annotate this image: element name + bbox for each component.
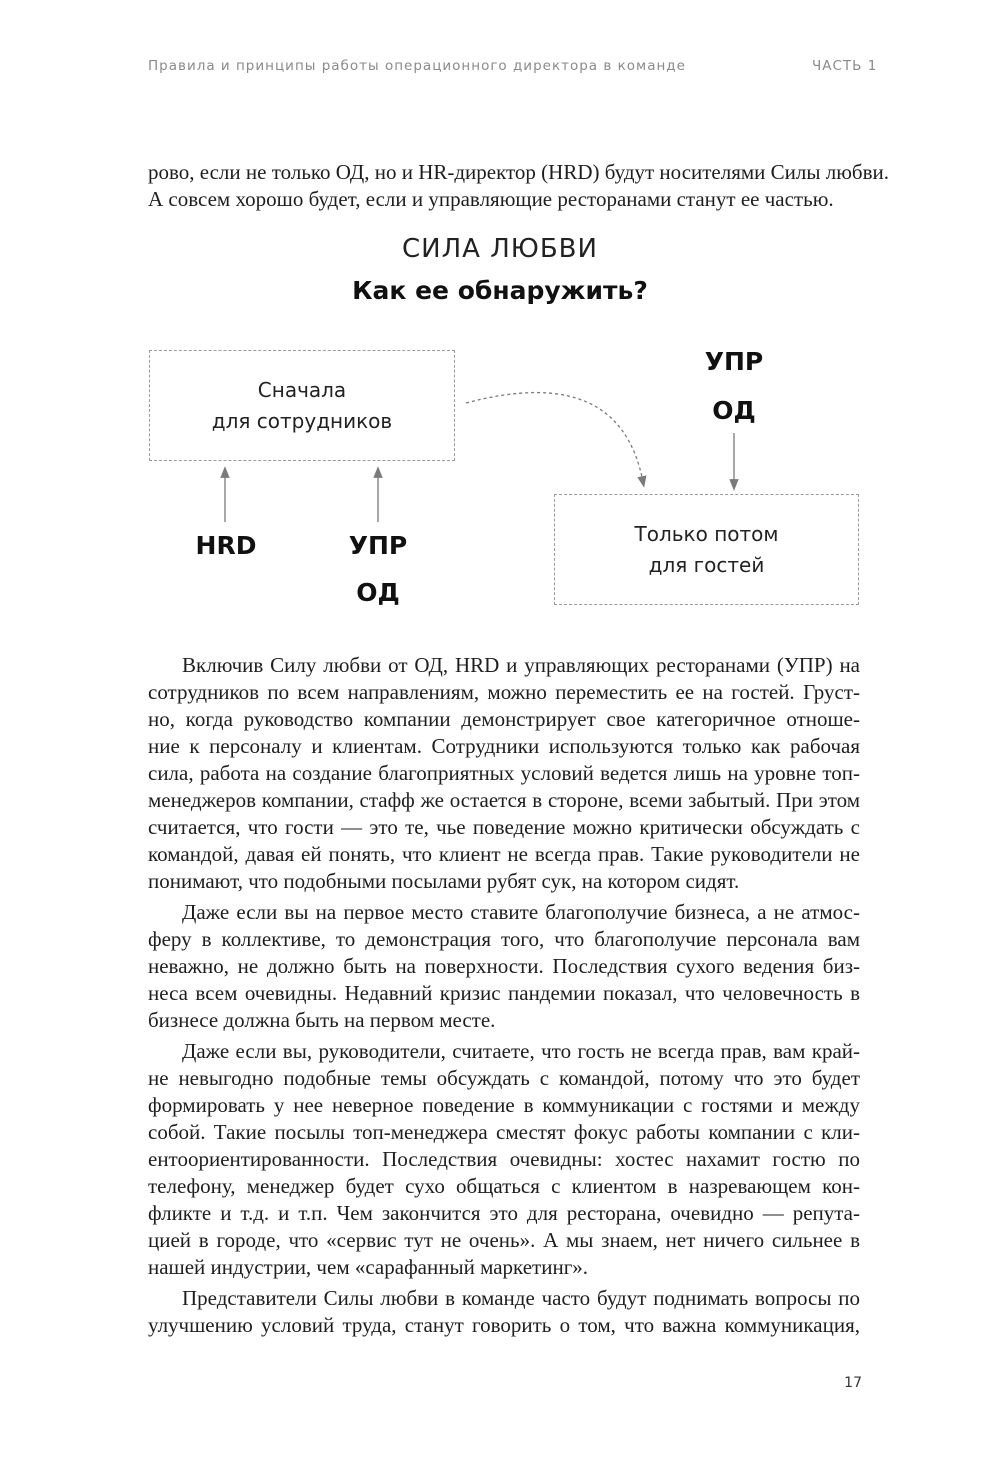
text-line: бизнесе должна быть на первом месте.: [148, 1008, 496, 1032]
text-line: понимают, что подобными посылами рубят сук, на котором сидят.: [148, 869, 740, 893]
text-line: сотрудников по всем направлениям, можно переместить ее на гостей. Груст-: [148, 680, 860, 704]
text-line: неважно, не должно быть на поверхности. Последствия сухого ведения биз-: [148, 954, 860, 978]
paragraph: [148, 1285, 860, 1339]
label-od-right: ОД: [712, 396, 756, 425]
text-line: формировать у нее неверное поведение в коммуникации с гостями и между: [148, 1093, 860, 1117]
paragraph: [148, 899, 860, 1034]
text-line: неса всем очевидны. Недавний кризис пандемии показал, что человечность в: [148, 981, 860, 1005]
text-line: менеджеров компании, стафф же остается в стороне, всеми забытый. При этом: [148, 788, 860, 812]
text-line: но, когда руководство компании демонстрирует свое категоричное отноше-: [148, 707, 860, 731]
running-header-title: Правила и принципы работы операционного директора в команде: [148, 58, 686, 74]
page-number: 17: [844, 1375, 862, 1391]
box-guests-line: для гостей: [648, 552, 765, 577]
box-guests-line: Только потом: [634, 521, 779, 546]
text-line: нашей индустрии, чем «сарафанный маркетинг».: [148, 1255, 589, 1279]
box-employees-line: для сотрудников: [211, 408, 393, 433]
text-line: Включив Силу любви от ОД, HRD и управляющих ресторанами (УПР) на: [182, 653, 860, 677]
text-line: цией в городе, что «сервис тут не очень». А мы знаем, нет ничего сильнее в: [148, 1228, 860, 1252]
intro-line: А совсем хорошо будет, если и управляющие ресторанами станут ее частью.: [148, 187, 834, 211]
text-line: телефону, менеджер будет сухо общаться с клиентом в назревающем кон-: [148, 1174, 860, 1198]
box-employees-line: Сначала: [257, 377, 347, 402]
diagram-subtitle: Как ее обнаружить?: [352, 276, 648, 305]
paragraph: [148, 1038, 860, 1281]
text-line: ентоориентированности. Последствия очевидны: хостес нахамит гостю по: [148, 1147, 860, 1171]
running-header-part: ЧАСТЬ 1: [812, 58, 878, 74]
label-upr-left: УПР: [348, 531, 408, 560]
label-hrd: HRD: [195, 531, 257, 560]
text-line: ние к персоналу и клиентам. Сотрудники используются только как рабочая: [148, 734, 860, 758]
text-line: фликте и т.д. и т.п. Чем закончится это для ресторана, очевидно — репута-: [148, 1201, 860, 1225]
intro-line: рово, если не только ОД, но и HR-директор (HRD) будут носителями Силы любви.: [148, 160, 890, 184]
label-od-left: ОД: [356, 578, 400, 607]
text-line: не невыгодно подобные темы обсуждать с командой, потому что это будет: [148, 1066, 860, 1090]
arrow-curve-employees-to-guests: [466, 393, 643, 482]
diagram-title: СИЛА ЛЮБВИ: [402, 234, 598, 264]
text-line: считается, что гости — это те, чье поведение можно критически обсуждать с: [148, 815, 860, 839]
text-line: Даже если вы на первое место ставите благополучие бизнеса, а не атмос-: [182, 900, 860, 924]
text-line: собой. Такие посылы топ-менеджера сместят фокус работы компании с кли-: [148, 1120, 860, 1144]
text-line: феру в коллективе, то демонстрация того, что благополучие персонала вам: [148, 927, 860, 951]
text-line: Даже если вы, руководители, считаете, что гость не всегда прав, вам край-: [182, 1039, 860, 1063]
text-line: улучшению условий труда, станут говорить о том, что важна коммуникация,: [148, 1313, 860, 1337]
paragraph: [148, 652, 860, 895]
label-upr-right: УПР: [704, 347, 764, 376]
text-line: командой, давая ей понять, что клиент не всегда прав. Такие руководители не: [148, 842, 860, 866]
body-text: [148, 652, 860, 1339]
text-line: сила, работа на создание благоприятных условий ведется лишь на уровне топ-: [148, 761, 860, 785]
text-line: Представители Силы любви в команде часто будут поднимать вопросы по: [182, 1286, 860, 1310]
